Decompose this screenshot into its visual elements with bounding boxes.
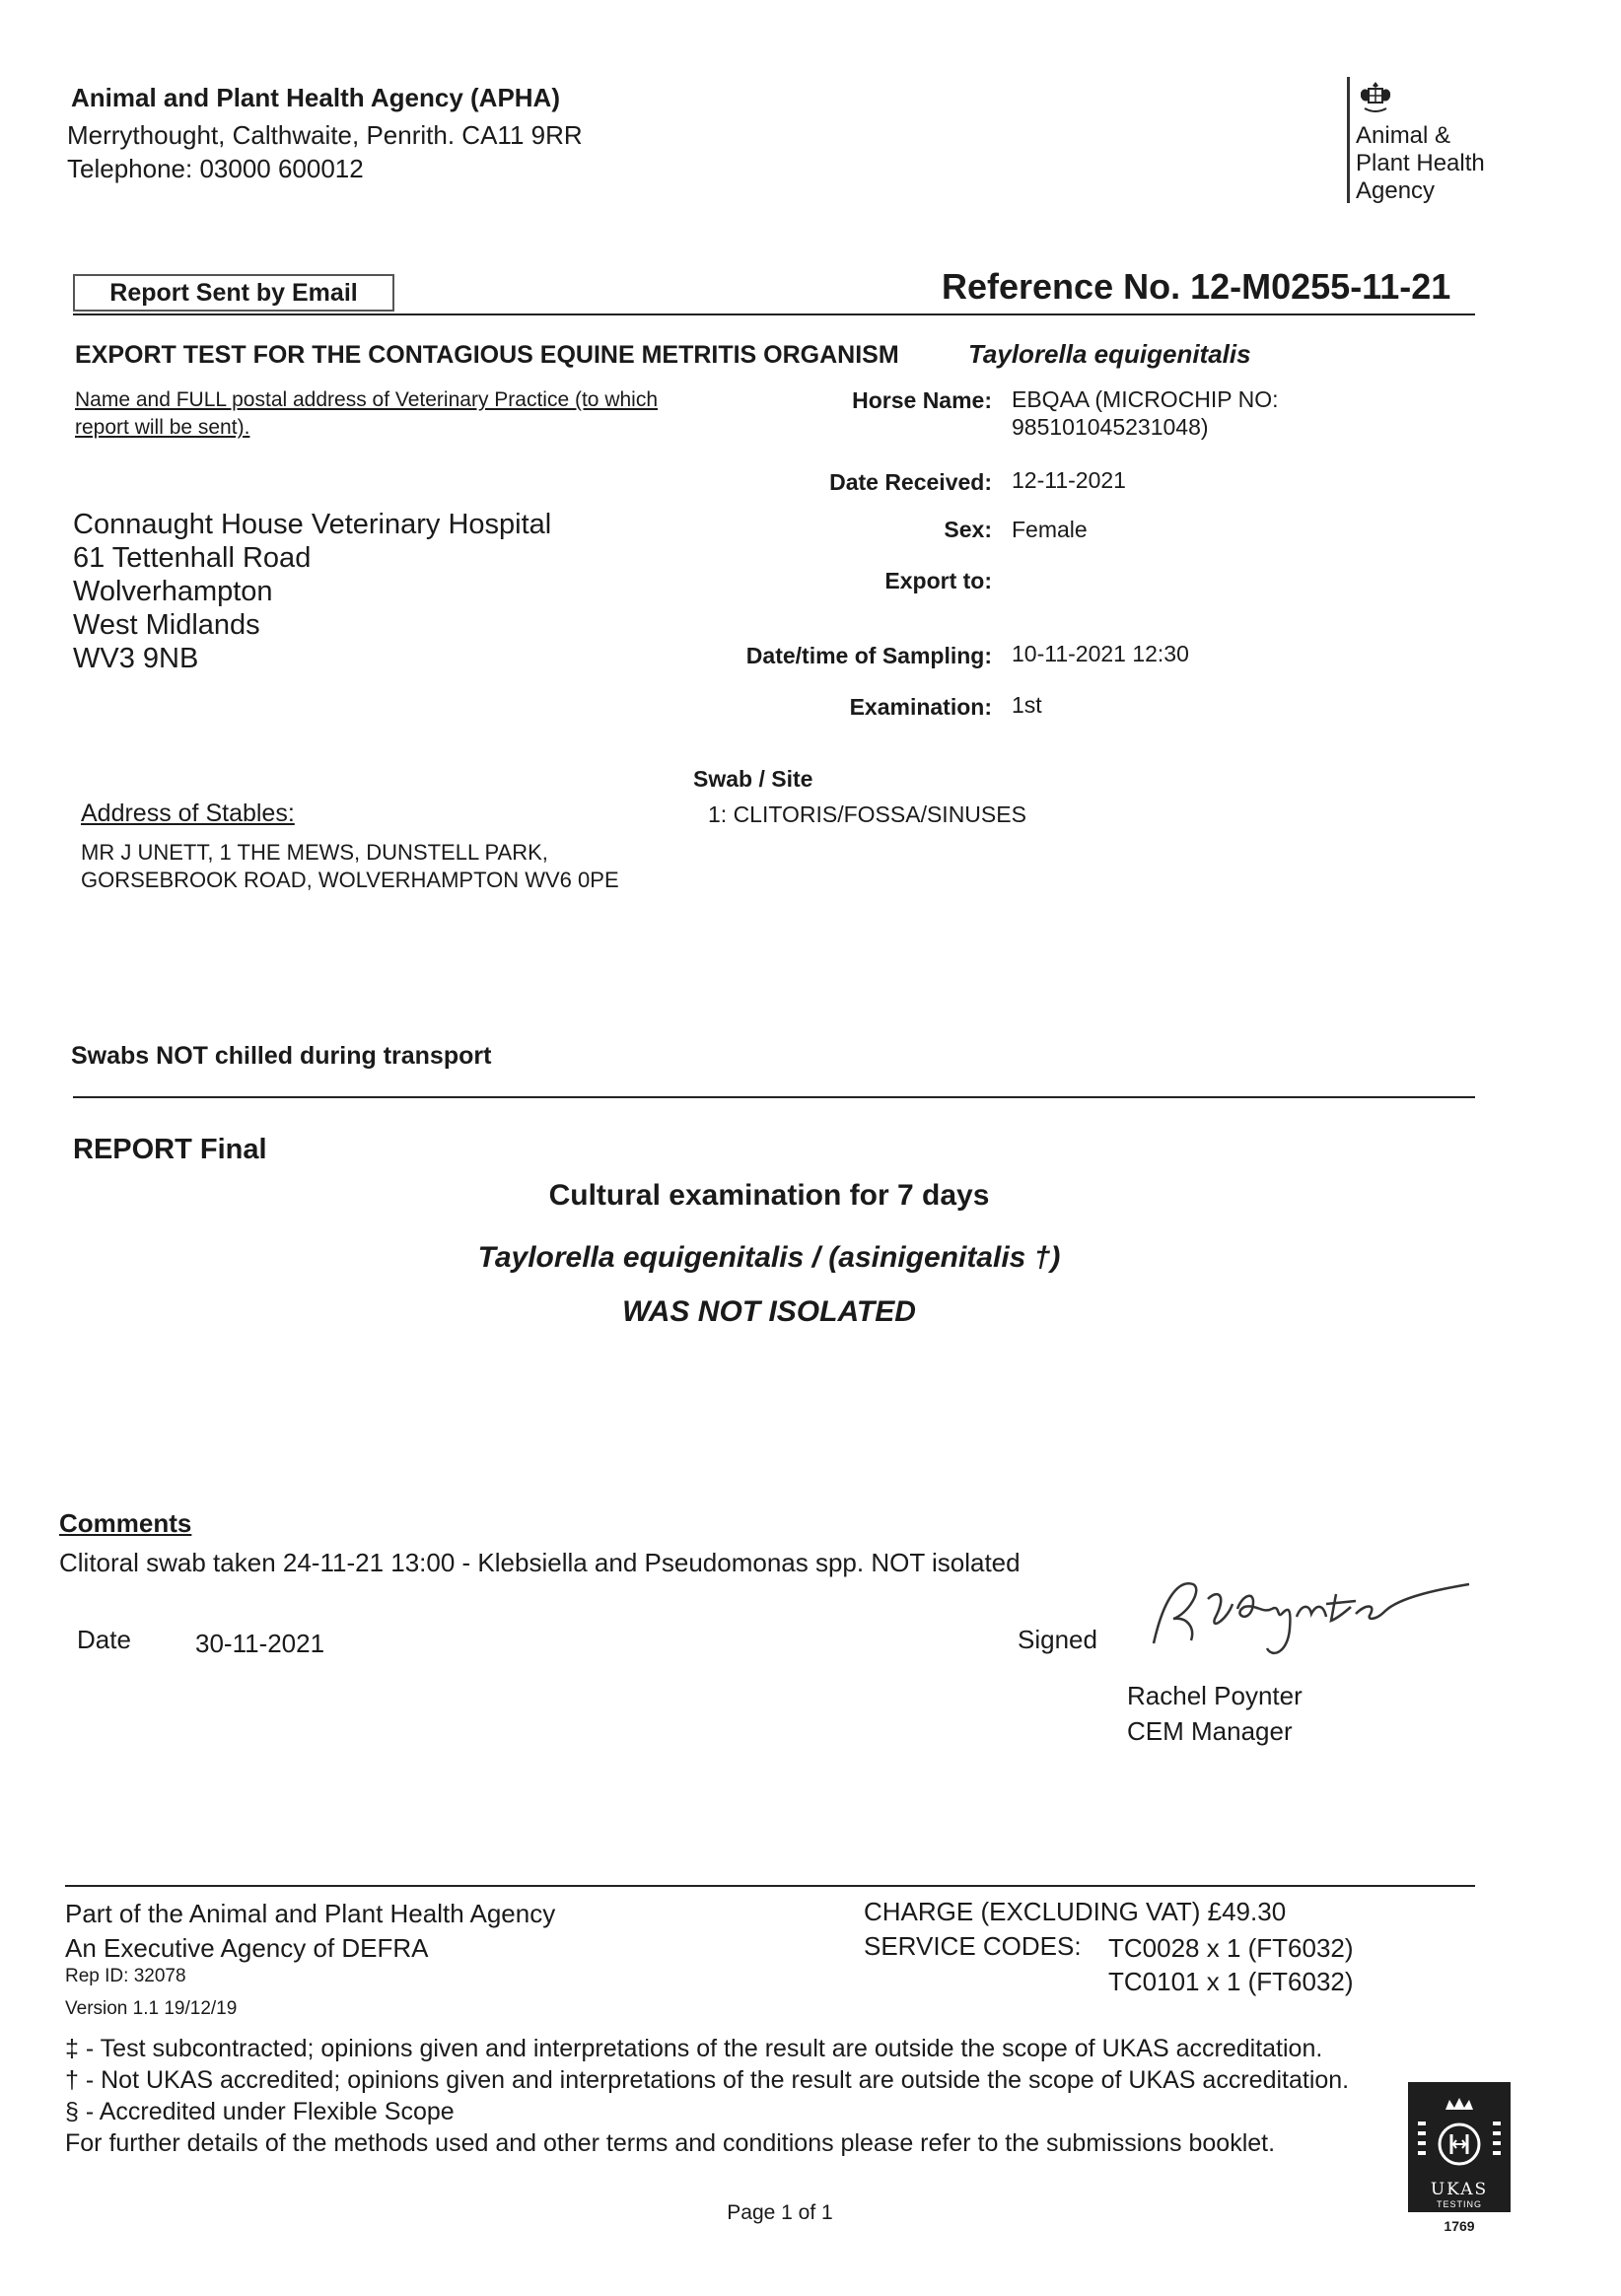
signatory-name: Rachel Poynter: [1127, 1681, 1303, 1710]
ukas-text: UKAS: [1430, 2180, 1489, 2199]
report-result: WAS NOT ISOLATED: [622, 1295, 916, 1328]
divider: [73, 1096, 1475, 1098]
examination-label: Examination:: [849, 694, 992, 720]
footer-notes: [65, 2033, 1349, 2159]
service-code: TC0101 x 1 (FT6032): [1108, 1967, 1354, 1996]
divider: [73, 313, 1475, 315]
logo-line: Plant Health: [1356, 150, 1485, 176]
signatory-role: CEM Manager: [1127, 1716, 1293, 1746]
sex-label: Sex:: [944, 517, 992, 542]
horse-name-label: Horse Name:: [852, 387, 992, 413]
ukas-number: 1769: [1444, 2218, 1475, 2234]
service-codes-label: SERVICE CODES:: [864, 1931, 1082, 1961]
address-line: 61 Tettenhall Road: [73, 542, 312, 574]
comments-label: Comments: [59, 1508, 192, 1538]
address-line: Connaught House Veterinary Hospital: [73, 509, 552, 540]
practice-label-line: Name and FULL postal address of Veterinary Practice (to which: [75, 388, 659, 411]
signature-image: [1134, 1560, 1479, 1668]
royal-crest-icon: [1357, 79, 1394, 116]
org-telephone: Telephone: 03000 600012: [67, 154, 364, 183]
practice-address: [73, 508, 551, 675]
sex-value: Female: [1012, 517, 1088, 542]
footnote: § - Accredited under Flexible Scope: [65, 2098, 455, 2125]
logo-text: [1356, 122, 1485, 205]
service-codes: [1108, 1931, 1354, 1998]
horse-name-line: 985101045231048): [1012, 414, 1209, 440]
swab-site-label: Swab / Site: [693, 766, 813, 792]
divider: [65, 1885, 1475, 1887]
stables-label: Address of Stables:: [81, 800, 295, 827]
swab-site-value: 1: CLITORIS/FOSSA/SINUSES: [708, 801, 1026, 827]
practice-label: [75, 386, 658, 442]
logo-divider: [1347, 77, 1350, 203]
footer-agency-line: Part of the Animal and Plant Health Agency: [65, 1899, 556, 1928]
signed-label: Signed: [1018, 1625, 1097, 1654]
sampling-label: Date/time of Sampling:: [745, 643, 992, 668]
examination-value: 1st: [1012, 692, 1042, 718]
stables-line: GORSEBROOK ROAD, WOLVERHAMPTON WV6 0PE: [81, 868, 619, 892]
report-sent-badge: Report Sent by Email: [73, 274, 394, 312]
transport-note: Swabs NOT chilled during transport: [71, 1042, 492, 1070]
date-value: 30-11-2021: [195, 1629, 325, 1658]
stables-line: MR J UNETT, 1 THE MEWS, DUNSTELL PARK,: [81, 840, 548, 865]
report-heading: REPORT Final: [73, 1134, 267, 1165]
date-received-label: Date Received:: [829, 469, 992, 495]
org-address: Merrythought, Calthwaite, Penrith. CA11 9RR: [67, 120, 583, 150]
report-line-organism: Taylorella equigenitalis / (asinigenitalis †): [477, 1241, 1061, 1274]
logo-line: Agency: [1356, 177, 1436, 204]
service-code: TC0028 x 1 (FT6032): [1108, 1933, 1354, 1963]
date-label: Date: [77, 1625, 131, 1654]
footer-agency: [65, 1897, 555, 1966]
logo-line: Animal &: [1356, 122, 1451, 149]
test-organism: Taylorella equigenitalis: [968, 339, 1251, 369]
horse-name-value: [1012, 385, 1279, 441]
sampling-value: 10-11-2021 12:30: [1012, 641, 1189, 666]
test-title: EXPORT TEST FOR THE CONTAGIOUS EQUINE METRITIS ORGANISM: [75, 341, 899, 369]
charge: CHARGE (EXCLUDING VAT) £49.30: [864, 1897, 1287, 1926]
page-number: Page 1 of 1: [727, 2201, 833, 2224]
date-received-value: 12-11-2021: [1012, 467, 1126, 493]
crown-icon: [1408, 2082, 1511, 2181]
footnote: † - Not UKAS accredited; opinions given and interpretations of the result are outside the scope of UKAS accreditation.: [65, 2066, 1350, 2094]
reference-number: Reference No. 12-M0255-11-21: [942, 266, 1451, 307]
address-line: Wolverhampton: [73, 576, 273, 607]
stables-address: [81, 839, 619, 894]
ukas-logo: [1408, 2082, 1511, 2212]
rep-id: Rep ID: 32078: [65, 1966, 186, 1986]
address-line: WV3 9NB: [73, 643, 199, 674]
footnote: ‡ - Test subcontracted; opinions given and interpretations of the result are outside the scope of UKAS accreditation.: [65, 2035, 1323, 2062]
footnote: For further details of the methods used and other terms and conditions please refer to the submissions booklet.: [65, 2129, 1276, 2157]
comments-text: Clitoral swab taken 24-11-21 13:00 - Klebsiella and Pseudomonas spp. NOT isolated: [59, 1548, 1021, 1577]
ukas-sub: TESTING: [1436, 2199, 1482, 2209]
signatory: [1127, 1678, 1303, 1749]
horse-name-line: EBQAA (MICROCHIP NO:: [1012, 386, 1279, 412]
address-line: West Midlands: [73, 609, 260, 641]
version: Version 1.1 19/12/19: [65, 1998, 238, 2019]
practice-label-line: report will be sent).: [75, 416, 250, 439]
report-line-culture: Cultural examination for 7 days: [548, 1179, 990, 1212]
footer-agency-line: An Executive Agency of DEFRA: [65, 1933, 429, 1963]
export-label: Export to:: [884, 568, 992, 593]
org-name: Animal and Plant Health Agency (APHA): [71, 83, 560, 112]
signature-text: R Poynter: [1134, 1666, 1139, 1667]
